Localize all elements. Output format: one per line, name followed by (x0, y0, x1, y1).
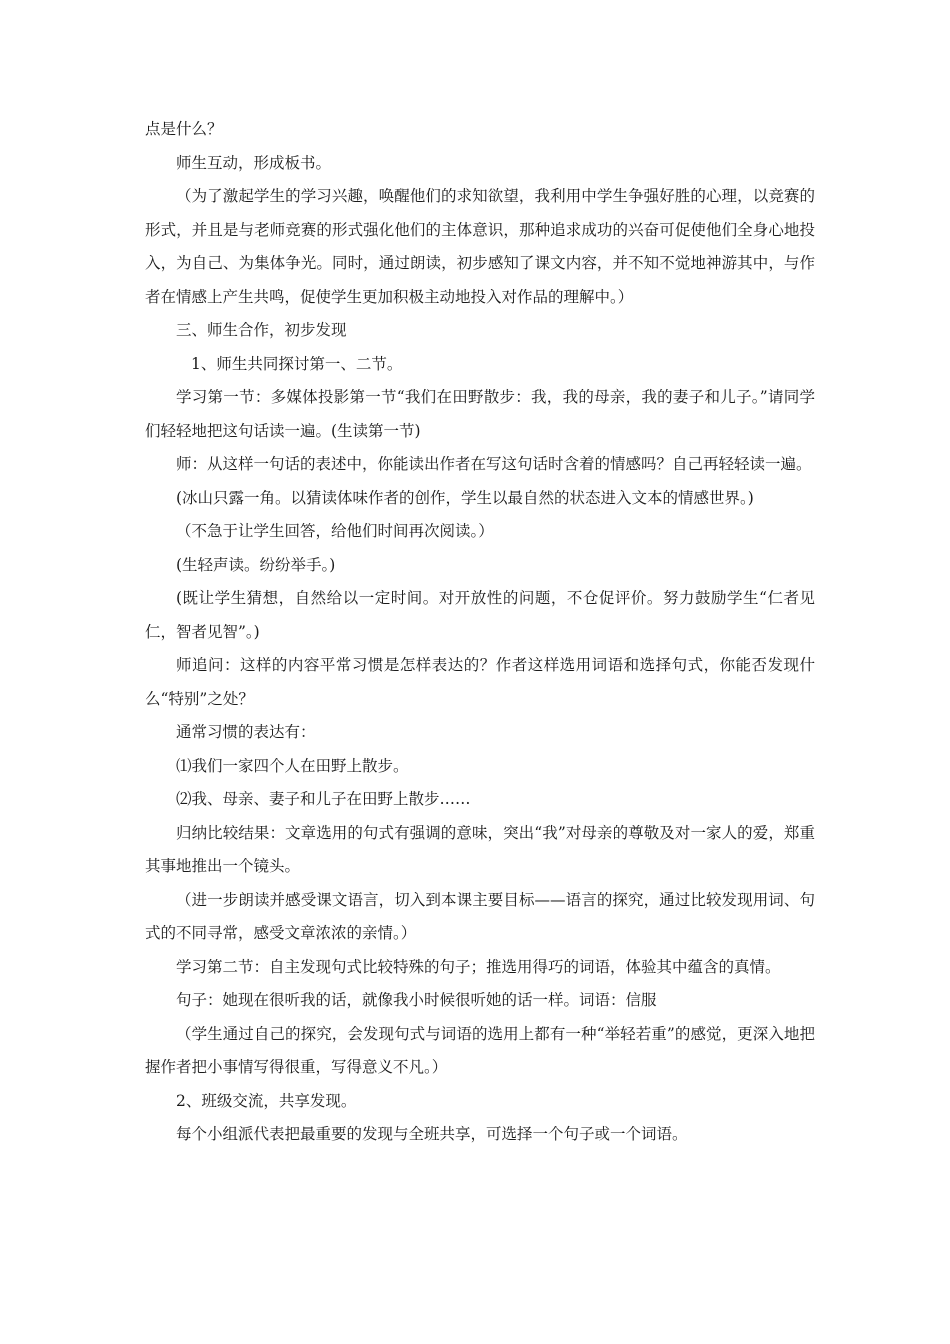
subsection-heading: 2、班级交流，共享发现。 (176, 1091, 357, 1110)
list-item: ⑴我们一家四个人在田野上散步。 (176, 756, 409, 775)
paragraph: 每个小组派代表把最重要的发现与全班共享，可选择一个句子或一个词语。 (176, 1125, 688, 1143)
paragraph: (既让学生猜想，自然给以一定时间。对开放性的问题，不仓促评价。努力鼓励学生“仁者见仁，智者见智”。) (145, 589, 815, 641)
paragraph: 归纳比较结果：文章选用的句式有强调的意味，突出“我”对母亲的尊敬及对一家人的爱，郑重其事地推出一个镜头。 (145, 823, 815, 875)
paragraph: 师追问：这样的内容平常习惯是怎样表达的？作者这样选用词语和选择句式，你能否发现什么“特别”之处？ (145, 656, 815, 708)
section-heading: 三、师生合作，初步发现 (176, 321, 347, 339)
paragraph: （不急于让学生回答，给他们时间再次阅读。） (176, 522, 494, 540)
paragraph: 师：从这样一句话的表述中，你能读出作者在写这句话时含着的情感吗？自己再轻轻读一遍。 (176, 455, 812, 473)
subsection-heading: 1、师生共同探讨第一、二节。 (191, 354, 403, 373)
paragraph: （为了激起学生的学习兴趣，唤醒他们的求知欲望，我利用中学生争强好胜的心理，以竞赛的形式，并且是与老师竞赛的形式强化他们的主体意识，那种追求成功的兴奋可促使他们全身心地投入，为自己、为集体争光。同时，通过朗读，初步感知了课文内容，并不知不觉地神游其中，与作者在情感上产生共鸣，促使学生更加积极主动地投入对作品的理解中。） (145, 187, 815, 306)
paragraph: （进一步朗读并感受课文语言，切入到本课主要目标——语言的探究，通过比较发现用词、句式的不同寻常，感受文章浓浓的亲情。） (145, 890, 815, 942)
paragraph: 师生互动，形成板书。 (176, 153, 332, 172)
paragraph: 学习第二节：自主发现句式比较特殊的句子；推选用得巧的词语，体验其中蕴含的真情。 (176, 957, 781, 976)
document-body (145, 113, 815, 1152)
paragraph: （学生通过自己的探究，会发现句式与词语的选用上都有一种“举轻若重”的感觉，更深入地把握作者把小事情写得很重，写得意义不凡。） (145, 1024, 815, 1076)
paragraph: (生轻声读。纷纷举手。) (176, 555, 336, 574)
paragraph: 句子：她现在很听我的话，就像我小时候很听她的话一样。词语：信服 (176, 991, 657, 1009)
paragraph: 通常习惯的表达有： (176, 723, 316, 741)
paragraph: (冰山只露一角。以猜读体味作者的创作，学生以最自然的状态进入文本的情感世界。) (176, 488, 754, 507)
paragraph: 学习第一节：多媒体投影第一节“我们在田野散步：我，我的母亲，我的妻子和儿子。”请同学们轻轻地把这句话读一遍。(生读第一节) (145, 388, 815, 440)
paragraph: 点是什么？ (145, 120, 223, 138)
list-item: ⑵我、母亲、妻子和儿子在田野上散步…… (176, 790, 471, 808)
